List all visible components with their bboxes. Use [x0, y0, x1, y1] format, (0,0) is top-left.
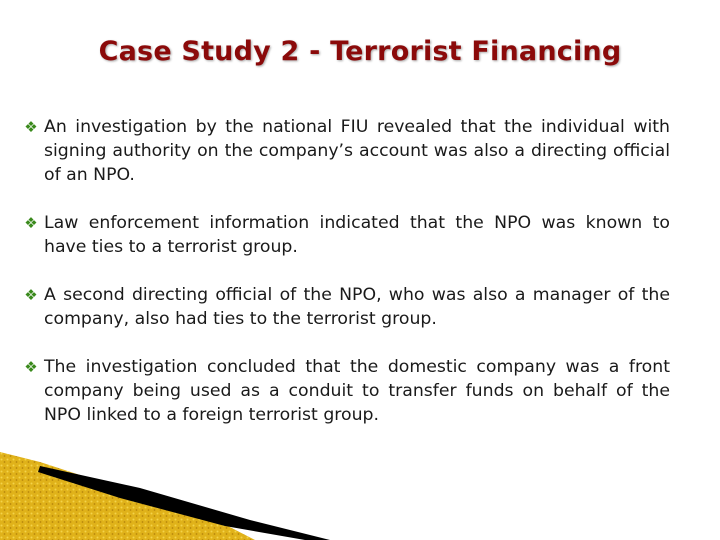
bullet-item [22, 115, 670, 187]
checkmark-diamond-icon: ❖ [24, 286, 38, 304]
checkmark-diamond-icon: ❖ [24, 214, 38, 232]
bullet-text: Law enforcement information indicated that the NPO was known to have ties to a terrorist group. [44, 213, 670, 257]
bullet-item [22, 211, 670, 259]
bullet-text: A second directing official of the NPO, who was also a manager of the company, also had ties to the terrorist group. [44, 285, 670, 329]
bullet-item [22, 355, 670, 427]
corner-decoration [0, 440, 330, 540]
checkmark-diamond-icon: ❖ [24, 118, 38, 136]
slide-title: Case Study 2 - Terrorist Financing [98, 36, 622, 67]
bullet-item [22, 283, 670, 331]
bullet-list [22, 115, 670, 451]
checkmark-diamond-icon: ❖ [24, 358, 38, 376]
bullet-text: An investigation by the national FIU revealed that the individual with signing authority on the company’s account was also a directing official of an NPO. [44, 117, 670, 185]
bullet-text: The investigation concluded that the domestic company was a front company being used as a conduit to transfer funds on behalf of the NPO linked to a foreign terrorist group. [44, 357, 670, 425]
